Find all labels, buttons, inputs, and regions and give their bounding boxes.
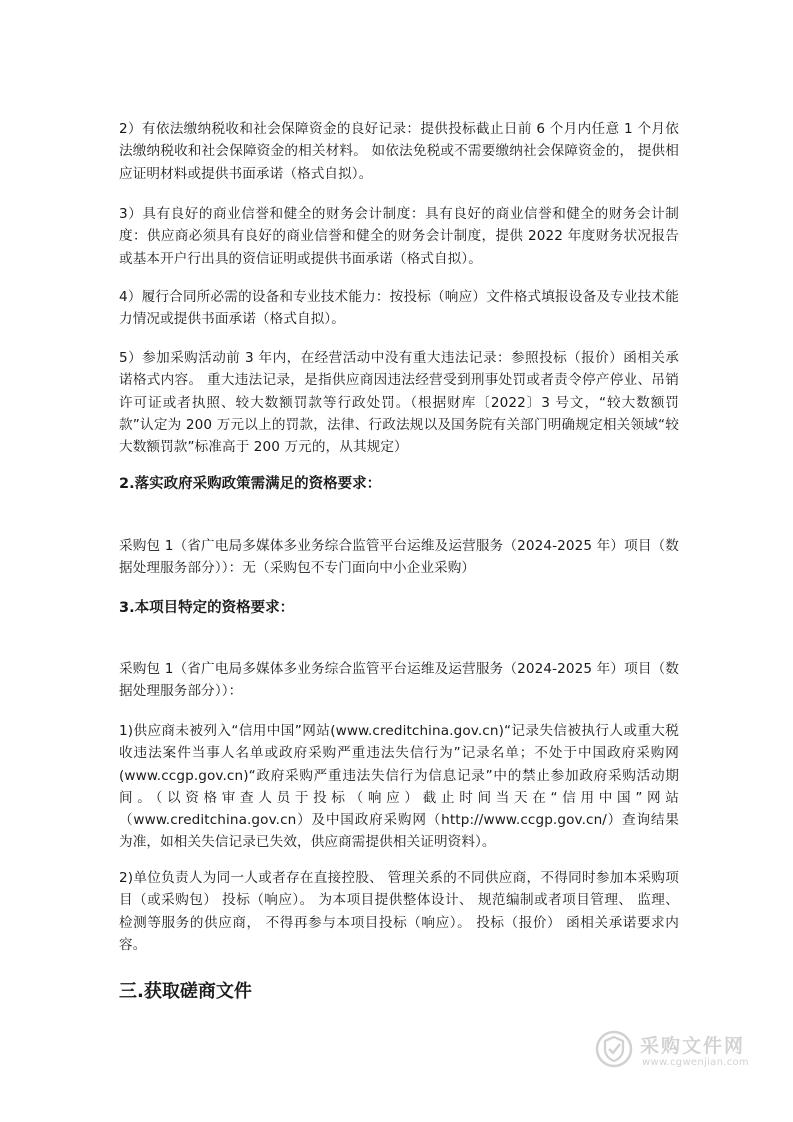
heading-section-three: 三.获取磋商文件 bbox=[119, 981, 252, 1002]
watermark bbox=[594, 1027, 754, 1073]
paragraph-equipment: 4）履行合同所必需的设备和专业技术能力：按投标（响应）文件格式填报设备及专业技术能力情况或提供书面承诺（格式自拟）。 bbox=[119, 289, 679, 328]
heading-policy-requirements: 2.落实政府采购政策需满足的资格要求： bbox=[119, 476, 382, 492]
paragraph-blacklist: 1)供应商未被列入“信用中国”网站(www.creditchina.gov.cn)“记录失信被执行人或重大税收违法案件当事人名单或政府采购严重违法失信行为”记录名单；不处于中国政府采购网(www.ccgp.gov.cn)“政府采购严重违法失信行为信息记录”中的禁止参加政府采购活动期间。（以资格审查人员于投标（响应）截止时间当天在“信用中国”网站（www.creditchina.gov.cn）及中国政府采购网（http://www.ccgp.gov.cn/）查询结果为准，如相关失信记录已失效，供应商需提供相关证明资料）。 bbox=[119, 723, 679, 851]
paragraph-tax-record: 2）有依法缴纳税收和社会保障资金的良好记录：提供投标截止日前 6 个月内任意 1 个月依法缴纳税收和社会保障资金的相关材料。 如依法免税或不需要缴纳社会保障资金的， 提供相应证明材料或提供书面承诺（格式自拟）。 bbox=[119, 121, 679, 182]
shield-logo-icon bbox=[594, 1029, 634, 1069]
paragraph-illegal-record: 5）参加采购活动前 3 年内，在经营活动中没有重大违法记录：参照投标（报价）函相关承诺格式内容。 重大违法记录，是指供应商因违法经营受到刑事处罚或者责令停产停业、吊销许可证或者执照、较大数额罚款等行政处罚。（根据财库〔2022〕3 号文，“较大数额罚款”认定为 200 万元以上的罚款，法律、行政法规以及国务院有关部门明确规定相关领域“较大数额罚款”标准高于 200 万元的，从其规定） bbox=[119, 350, 679, 456]
heading-specific-requirements: 3.本项目特定的资格要求： bbox=[119, 600, 295, 616]
paragraph-credit-finance: 3）具有良好的商业信誉和健全的财务会计制度：具有良好的商业信誉和健全的财务会计制度：供应商必须具有良好的商业信誉和健全的财务会计制度，提供 2022 年度财务状况报告或基本开户行出具的资信证明或提供书面承诺（格式自拟）。 bbox=[119, 206, 679, 267]
paragraph-specific-package: 采购包 1（省广电局多媒体多业务综合监管平台运维及运营服务（2024-2025 年）项目（数据处理服务部分））： bbox=[119, 661, 679, 700]
paragraph-policy-package: 采购包 1（省广电局多媒体多业务综合监管平台运维及运营服务（2024-2025 年）项目（数据处理服务部分））：无（采购包不专门面向中小企业采购） bbox=[119, 538, 679, 577]
watermark-url: www.cgwenjian.com bbox=[642, 1057, 749, 1068]
paragraph-relationship: 2)单位负责人为同一人或者存在直接控股、 管理关系的不同供应商，不得同时参加本采购项目（或采购包） 投标（响应）。 为本项目提供整体设计、 规范编制或者项目管理、 监理、 检测等服务的供应商， 不得再参与本项目投标（响应）。 投标（报价） 函相关承诺要求内容。 bbox=[119, 870, 679, 953]
watermark-title: 采购文件网 bbox=[640, 1035, 746, 1057]
